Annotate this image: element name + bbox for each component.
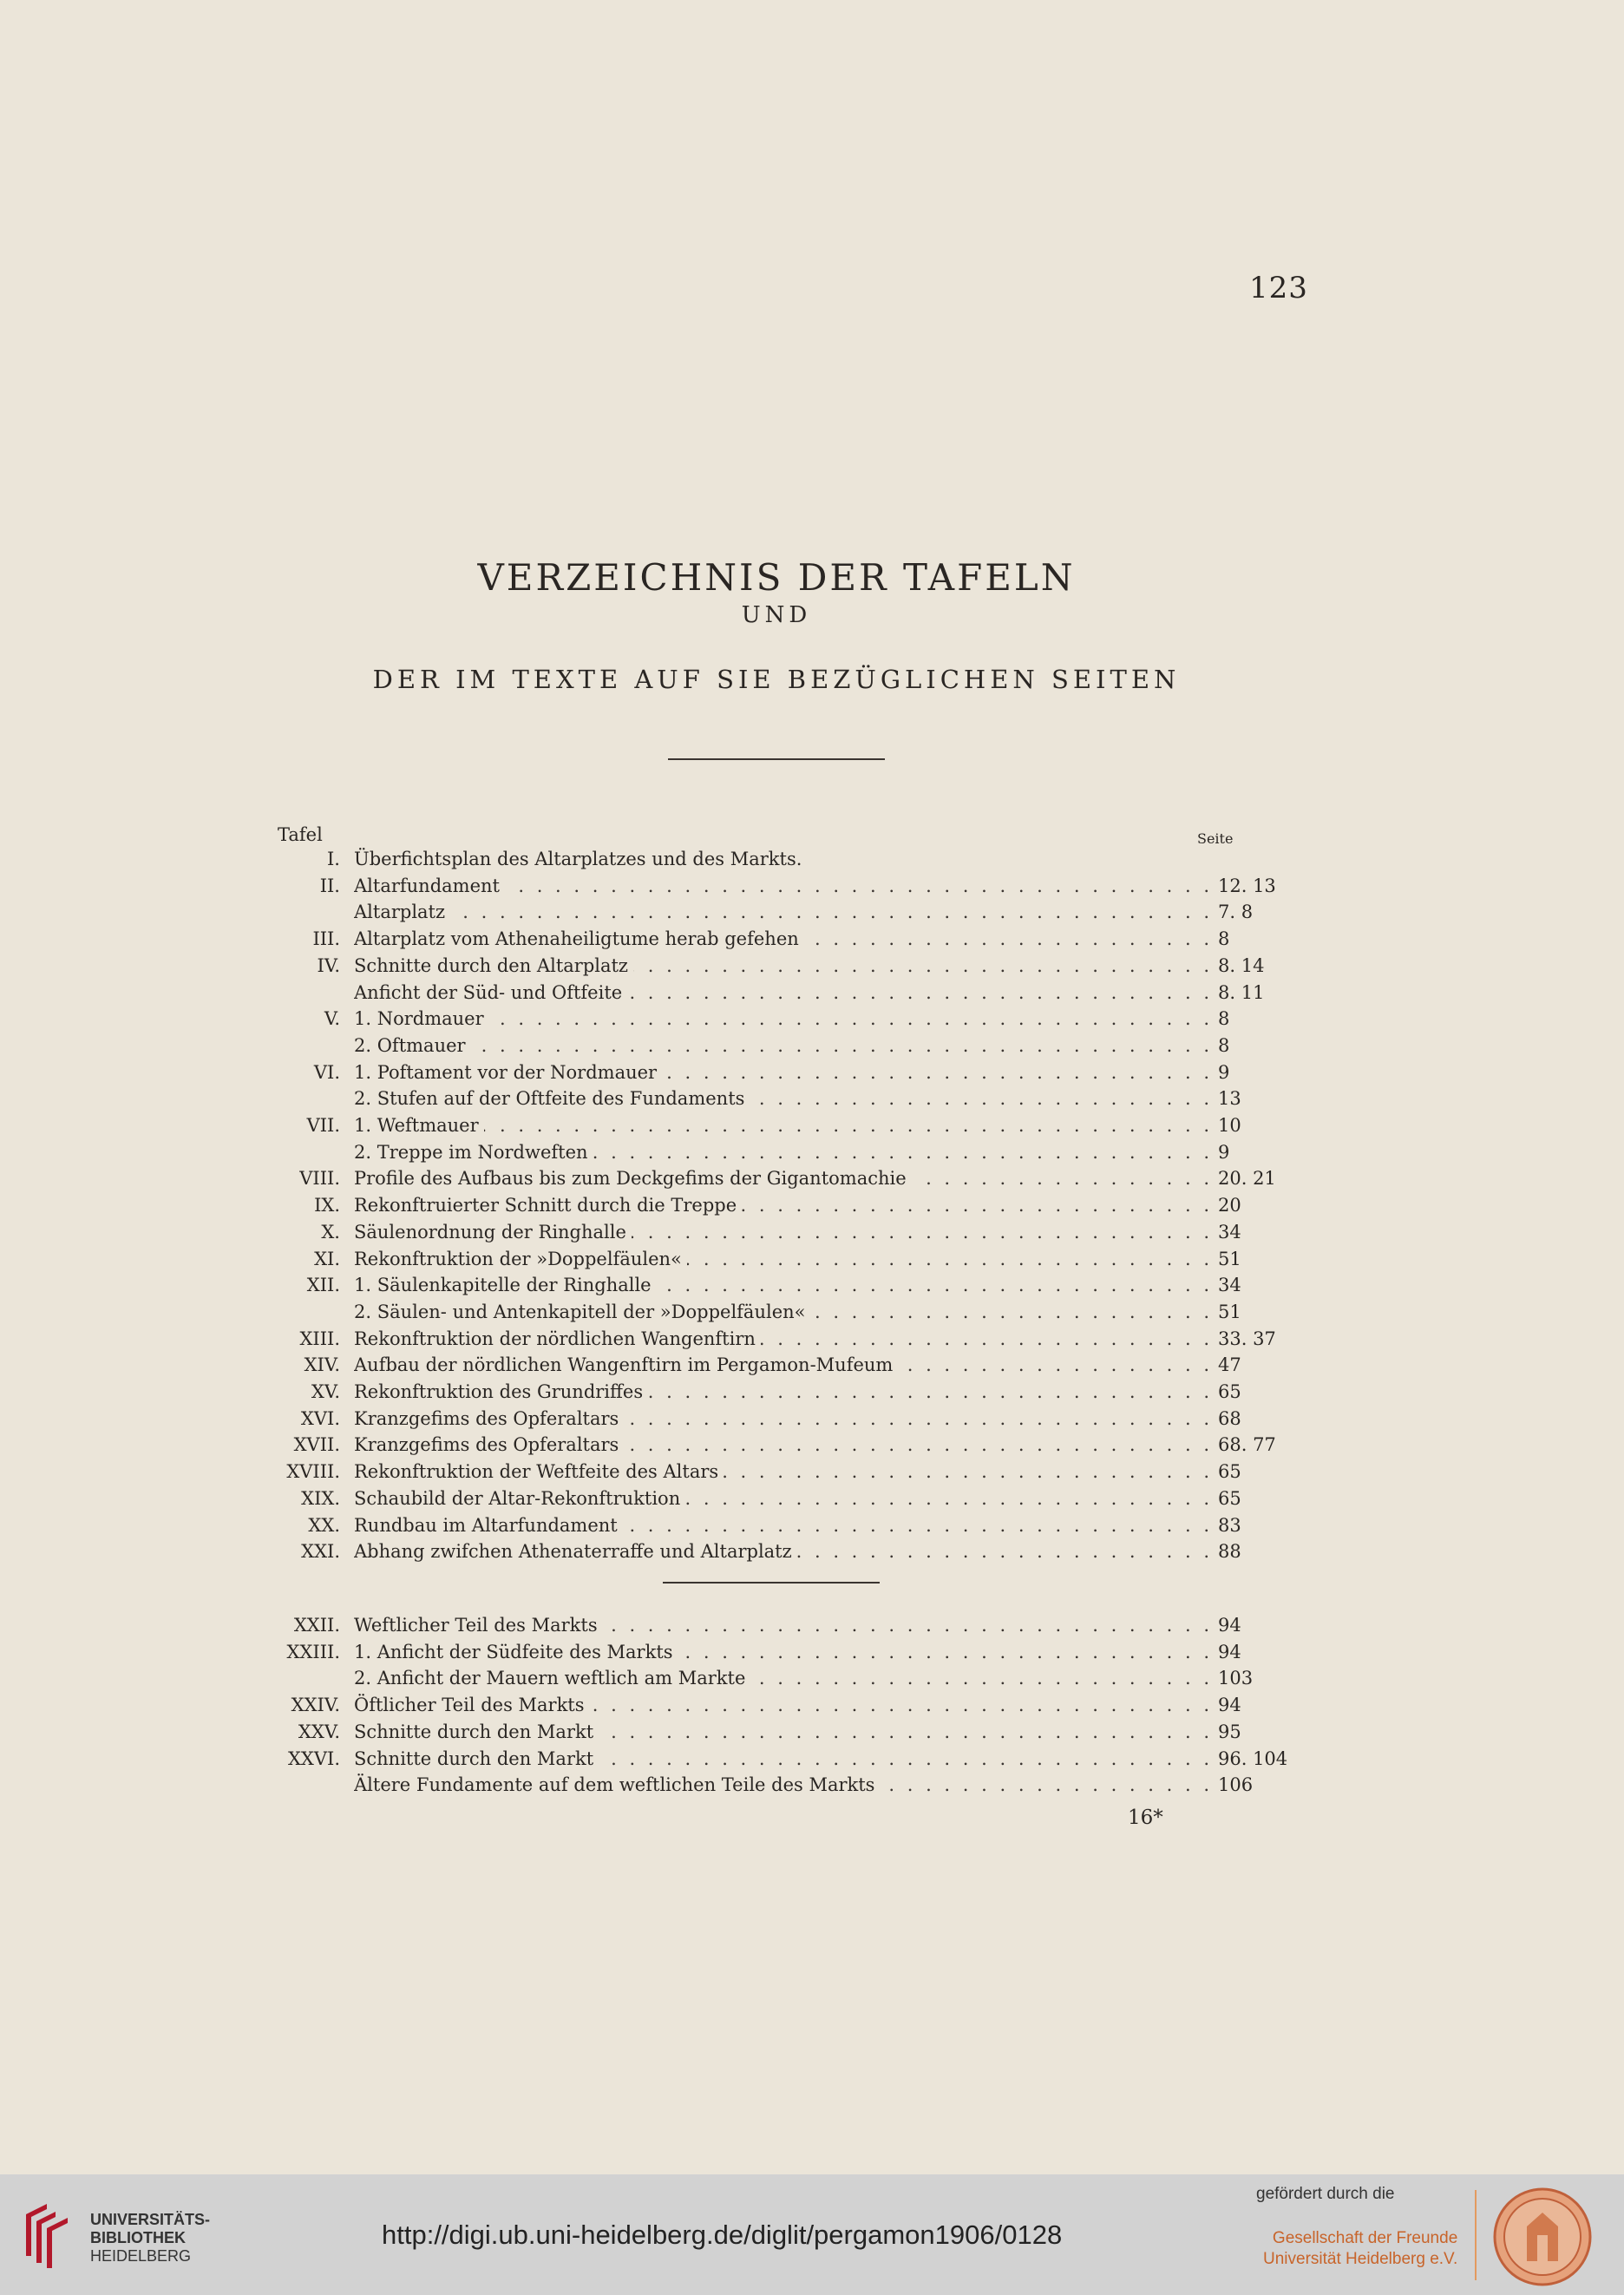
plate-number: X.	[321, 1221, 340, 1243]
plate-title	[354, 1299, 1213, 1325]
plate-number: I.	[327, 849, 340, 869]
page-reference: 9	[1218, 1141, 1230, 1163]
society-name	[1263, 2228, 1457, 2270]
plate-title-text: Altarfundament	[354, 875, 505, 896]
page-reference: 96. 104	[1218, 1747, 1288, 1769]
index-row	[0, 1219, 1624, 1245]
plate-number: XXII.	[293, 1615, 340, 1636]
plate-title-text: Schaubild der Altar-Rekonftruktion	[354, 1488, 685, 1509]
page-subtitle: DER IM TEXTE AUF SIE BEZÜGLICHEN SEITEN	[372, 665, 1181, 694]
university-seal-icon	[1492, 2187, 1593, 2287]
plate-title	[354, 1432, 1213, 1458]
index-row	[0, 1033, 1624, 1059]
plate-title-text: 1. Nordmauer	[354, 1008, 489, 1029]
page-reference: 94	[1218, 1641, 1241, 1662]
plate-title-text: Profile des Aufbaus bis zum Deckgefims der Gigantomachie	[354, 1168, 912, 1189]
page-reference: 65	[1218, 1381, 1241, 1402]
plate-title	[354, 873, 1213, 899]
plate-number: XI.	[314, 1248, 340, 1269]
index-row	[0, 1006, 1624, 1032]
plate-title	[354, 1112, 1213, 1138]
index-row	[0, 1139, 1624, 1165]
plate-number: XXIV.	[291, 1695, 340, 1716]
page-reference: 8	[1218, 1008, 1230, 1030]
plate-title	[354, 1165, 1213, 1191]
plate-title-text: Überfichtsplan des Altarplatzes und des Markts.	[354, 849, 807, 869]
page-reference: 68	[1218, 1407, 1241, 1429]
index-row	[0, 1538, 1624, 1564]
plate-number: V.	[324, 1008, 340, 1030]
page-reference: 10	[1218, 1115, 1241, 1136]
plate-title	[354, 1612, 1213, 1638]
plate-title-text: Öftlicher Teil des Markts	[354, 1695, 590, 1715]
plate-number: XIV.	[304, 1354, 340, 1376]
index-row	[0, 1692, 1624, 1718]
plate-title	[354, 1139, 1213, 1165]
plate-title-text: Abhang zwifchen Athenaterraffe und Altarplatz	[354, 1541, 797, 1562]
plate-title	[354, 1512, 1213, 1538]
index-row	[0, 1639, 1624, 1665]
page-reference: 95	[1218, 1721, 1241, 1742]
page-reference: 94	[1218, 1695, 1241, 1716]
plate-title-text: Rekonftruktion des Grundriffes	[354, 1381, 648, 1402]
page-reference: 12. 13	[1218, 875, 1276, 896]
plate-number: XVII.	[293, 1434, 340, 1456]
plate-number: IX.	[314, 1195, 340, 1216]
index-row	[0, 1406, 1624, 1432]
plate-title-text: Schnitte durch den Markt	[354, 1748, 599, 1769]
plate-title	[354, 1219, 1213, 1245]
page-reference: 65	[1218, 1461, 1241, 1483]
plate-number: XII.	[306, 1275, 340, 1296]
plate-title-text: 2. Treppe im Nordweften	[354, 1142, 593, 1163]
signature-mark: 16*	[1128, 1806, 1163, 1829]
index-row	[0, 1272, 1624, 1298]
plate-number: XX.	[308, 1514, 340, 1536]
plate-title-text: 2. Säulen- und Antenkapitell der »Doppelfäulen«	[354, 1302, 811, 1322]
plate-title-text: 1. Poftament vor der Nordmauer	[354, 1062, 662, 1083]
index-row	[0, 1059, 1624, 1085]
plate-title-text: Altarplatz vom Athenaheiligtume herab gefehen	[354, 928, 804, 949]
plate-title	[354, 1326, 1213, 1352]
plate-title-text: Ältere Fundamente auf dem weftlichen Teile des Markts	[354, 1774, 880, 1795]
plate-title	[354, 926, 1213, 952]
index-row	[0, 1485, 1624, 1511]
library-name-line3: HEIDELBERG	[90, 2247, 192, 2265]
plate-title	[354, 1006, 1213, 1032]
plate-title	[354, 1272, 1213, 1298]
plate-number: XXVI.	[287, 1747, 340, 1769]
plate-title	[354, 1639, 1213, 1665]
plate-title	[354, 1059, 1213, 1085]
title-und: UND	[741, 602, 812, 628]
library-name	[90, 2211, 210, 2265]
index-row	[0, 1326, 1624, 1352]
page-reference: 34	[1218, 1275, 1241, 1296]
page-reference: 33. 37	[1218, 1328, 1276, 1349]
plate-title-text: Anficht der Süd- und Oftfeite	[354, 982, 627, 1003]
page-number: 123	[1249, 271, 1308, 305]
plate-title	[354, 1719, 1213, 1745]
plate-number: VIII.	[299, 1168, 340, 1190]
page-reference: 8. 11	[1218, 981, 1265, 1003]
index-row	[0, 846, 1624, 872]
index-row	[0, 873, 1624, 899]
plate-title	[354, 1406, 1213, 1432]
plate-title-text: Altarplatz	[354, 902, 450, 922]
plate-title-text: 1. Säulenkapitelle der Ringhalle	[354, 1275, 657, 1295]
column-header-seite: Seite	[1197, 830, 1234, 847]
plate-number: III.	[312, 928, 340, 950]
plate-number: XVI.	[300, 1407, 340, 1429]
library-name-line1: UNIVERSITÄTS-	[90, 2211, 211, 2228]
plate-title-text: Rekonftruierter Schnitt durch die Treppe	[354, 1195, 742, 1216]
plate-number: VII.	[306, 1115, 340, 1136]
plate-number: XXI.	[301, 1541, 340, 1563]
page-reference: 8. 14	[1218, 954, 1265, 976]
plate-title-text: Aufbau der nördlichen Wangenftirn im Pergamon-Mufeum	[354, 1354, 898, 1375]
plate-title-text: Schnitte durch den Markt	[354, 1721, 599, 1742]
index-row	[0, 1192, 1624, 1218]
plate-title	[354, 1352, 1213, 1378]
plate-title-text: Rekonftruktion der nördlichen Wangenftirn	[354, 1328, 761, 1349]
society-line1: Gesellschaft der Freunde	[1272, 2229, 1458, 2247]
divider-top	[668, 758, 885, 760]
index-row	[0, 953, 1624, 979]
index-row	[0, 1512, 1624, 1538]
plate-title	[354, 899, 1213, 925]
page-reference: 65	[1218, 1487, 1241, 1509]
page-reference: 8	[1218, 1034, 1230, 1056]
page-reference: 103	[1218, 1668, 1254, 1689]
permalink-url[interactable]: http://digi.ub.uni-heidelberg.de/diglit/pergamon1906/0128	[382, 2220, 1063, 2250]
plate-title	[354, 1772, 1213, 1798]
index-row	[0, 1165, 1624, 1191]
plate-number: XXV.	[298, 1721, 340, 1742]
plate-title-text: 2. Anficht der Mauern weftlich am Markte	[354, 1668, 750, 1688]
page-reference: 88	[1218, 1541, 1241, 1563]
plate-title	[354, 1033, 1213, 1059]
page-reference: 94	[1218, 1615, 1241, 1636]
index-row	[0, 1299, 1624, 1325]
page-reference: 20. 21	[1218, 1168, 1276, 1190]
plate-number: XVIII.	[286, 1461, 340, 1483]
plate-number: VI.	[313, 1061, 340, 1083]
page-reference: 83	[1218, 1514, 1241, 1536]
index-row	[0, 926, 1624, 952]
plate-title	[354, 846, 1213, 872]
plate-title-text: Schnitte durch den Altarplatz	[354, 955, 633, 976]
page-reference: 13	[1218, 1088, 1241, 1110]
plate-title-text: Weftlicher Teil des Markts	[354, 1615, 603, 1636]
plate-number: II.	[319, 875, 340, 896]
plate-title-text: Säulenordnung der Ringhalle	[354, 1222, 632, 1243]
page-title: VERZEICHNIS DER TAFELN	[477, 556, 1076, 600]
index-row	[0, 1772, 1624, 1798]
index-row	[0, 1746, 1624, 1772]
plate-number: XV.	[311, 1381, 340, 1402]
plate-title	[354, 1538, 1213, 1564]
page-reference: 51	[1218, 1248, 1241, 1269]
plate-title	[354, 1665, 1213, 1691]
plate-title	[354, 1459, 1213, 1485]
funded-by-label: gefördert durch die	[1256, 2185, 1395, 2203]
index-row	[0, 1352, 1624, 1378]
plate-number: IV.	[317, 954, 340, 976]
column-header-tafel: Tafel	[278, 824, 323, 845]
index-row	[0, 1612, 1624, 1638]
plate-number: XIII.	[299, 1328, 340, 1349]
library-name-line2: BIBLIOTHEK	[90, 2229, 186, 2246]
index-row	[0, 980, 1624, 1006]
index-row	[0, 1246, 1624, 1272]
plate-title	[354, 1192, 1213, 1218]
page-reference: 9	[1218, 1061, 1230, 1083]
page-reference: 8	[1218, 928, 1230, 950]
footer-divider	[1475, 2190, 1477, 2280]
page-reference: 34	[1218, 1221, 1241, 1243]
index-row	[0, 1112, 1624, 1138]
plate-title	[354, 1485, 1213, 1511]
society-line2: Universität Heidelberg e.V.	[1263, 2250, 1458, 2268]
page-reference: 68. 77	[1218, 1434, 1276, 1456]
index-row	[0, 1085, 1624, 1111]
plate-number: XXIII.	[286, 1641, 340, 1662]
plate-number: XIX.	[301, 1487, 340, 1509]
index-row	[0, 1379, 1624, 1405]
plate-title	[354, 980, 1213, 1006]
plate-title-text: 1. Anficht der Südfeite des Markts	[354, 1642, 678, 1662]
plate-title	[354, 1246, 1213, 1272]
page-reference: 47	[1218, 1354, 1241, 1376]
index-row	[0, 1719, 1624, 1745]
index-row	[0, 1459, 1624, 1485]
page-reference: 106	[1218, 1774, 1254, 1796]
plate-title-text: Rundbau im Altarfundament	[354, 1515, 623, 1536]
index-row	[0, 1665, 1624, 1691]
plate-title-text: Kranzgefims des Opferaltars	[354, 1408, 624, 1429]
plate-title	[354, 1746, 1213, 1772]
page-reference: 51	[1218, 1301, 1241, 1322]
plate-title	[354, 1379, 1213, 1405]
plate-title	[354, 1085, 1213, 1111]
plate-title-text: Rekonftruktion der »Doppelfäulen«	[354, 1249, 687, 1269]
plate-title	[354, 953, 1213, 979]
index-row	[0, 1432, 1624, 1458]
footer-bar	[0, 2174, 1624, 2295]
plate-title	[354, 1692, 1213, 1718]
index-row	[0, 899, 1624, 925]
plate-title-text: Kranzgefims des Opferaltars	[354, 1434, 624, 1455]
plate-title-text: 2. Oftmauer	[354, 1035, 471, 1056]
plate-title-text: Rekonftruktion der Weftfeite des Altars	[354, 1461, 724, 1482]
divider-middle	[663, 1582, 880, 1584]
page-reference: 7. 8	[1218, 902, 1254, 923]
page-reference: 20	[1218, 1195, 1241, 1216]
plate-title-text: 2. Stufen auf der Oftfeite des Fundaments	[354, 1088, 750, 1109]
plate-title-text: 1. Weftmauer	[354, 1115, 484, 1136]
library-logo-icon	[17, 2199, 80, 2272]
